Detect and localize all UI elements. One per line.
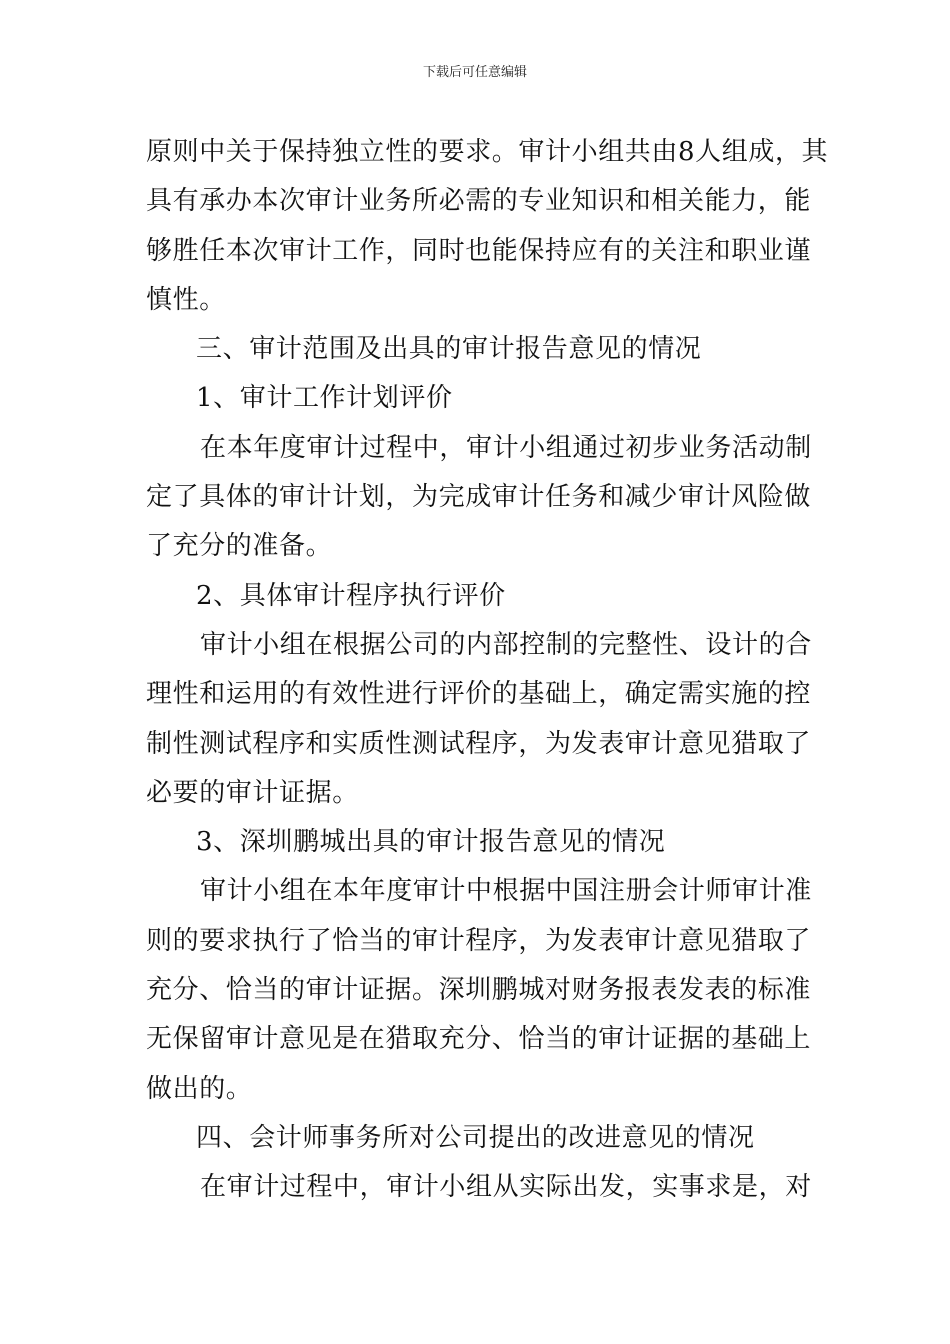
body-line: 理性和运用的有效性进行评价的基础上，确定需实施的控 <box>146 679 812 710</box>
body-line: 具有承办本次审计业务所必需的专业知识和相关能力，能 <box>146 186 812 217</box>
section-heading: 三、审计范围及出具的审计报告意见的情况 <box>196 334 702 365</box>
body-line: 无保留审计意见是在猎取充分、恰当的审计证据的基础上 <box>146 1024 812 1055</box>
subsection-heading: 2、具体审计程序执行评价 <box>196 580 506 611</box>
body-line: 在审计过程中，审计小组从实际出发，实事求是，对 <box>200 1172 812 1203</box>
subsection-heading: 1、审计工作计划评价 <box>196 383 453 414</box>
page-header: 下载后可任意编辑 <box>422 65 527 80</box>
body-line: 慎性。 <box>146 284 226 315</box>
body-line: 做出的。 <box>146 1073 253 1104</box>
section-heading: 四、会计师事务所对公司提出的改进意见的情况 <box>196 1122 755 1153</box>
body-line: 必要的审计证据。 <box>146 777 359 808</box>
body-line: 了充分的准备。 <box>146 531 333 562</box>
body-line: 制性测试程序和实质性测试程序，为发表审计意见猎取了 <box>146 728 812 759</box>
subsection-heading: 3、深圳鹏城出具的审计报告意见的情况 <box>196 827 666 858</box>
body-line: 够胜任本次审计工作，同时也能保持应有的关注和职业谨 <box>146 235 812 266</box>
body-line: 则的要求执行了恰当的审计程序，为发表审计意见猎取了 <box>146 925 812 956</box>
body-line: 审计小组在本年度审计中根据中国注册会计师审计准 <box>200 876 812 907</box>
body-line: 定了具体的审计计划，为完成审计任务和减少审计风险做 <box>146 482 812 513</box>
body-line: 充分、恰当的审计证据。深圳鹏城对财务报表发表的标准 <box>146 975 812 1006</box>
document-body <box>146 128 829 1213</box>
body-line: 在本年度审计过程中，审计小组通过初步业务活动制 <box>200 432 812 463</box>
body-line: 原则中关于保持独立性的要求。审计小组共由8人组成，其 <box>146 137 829 167</box>
body-line: 审计小组在根据公司的内部控制的完整性、设计的合 <box>200 629 812 660</box>
